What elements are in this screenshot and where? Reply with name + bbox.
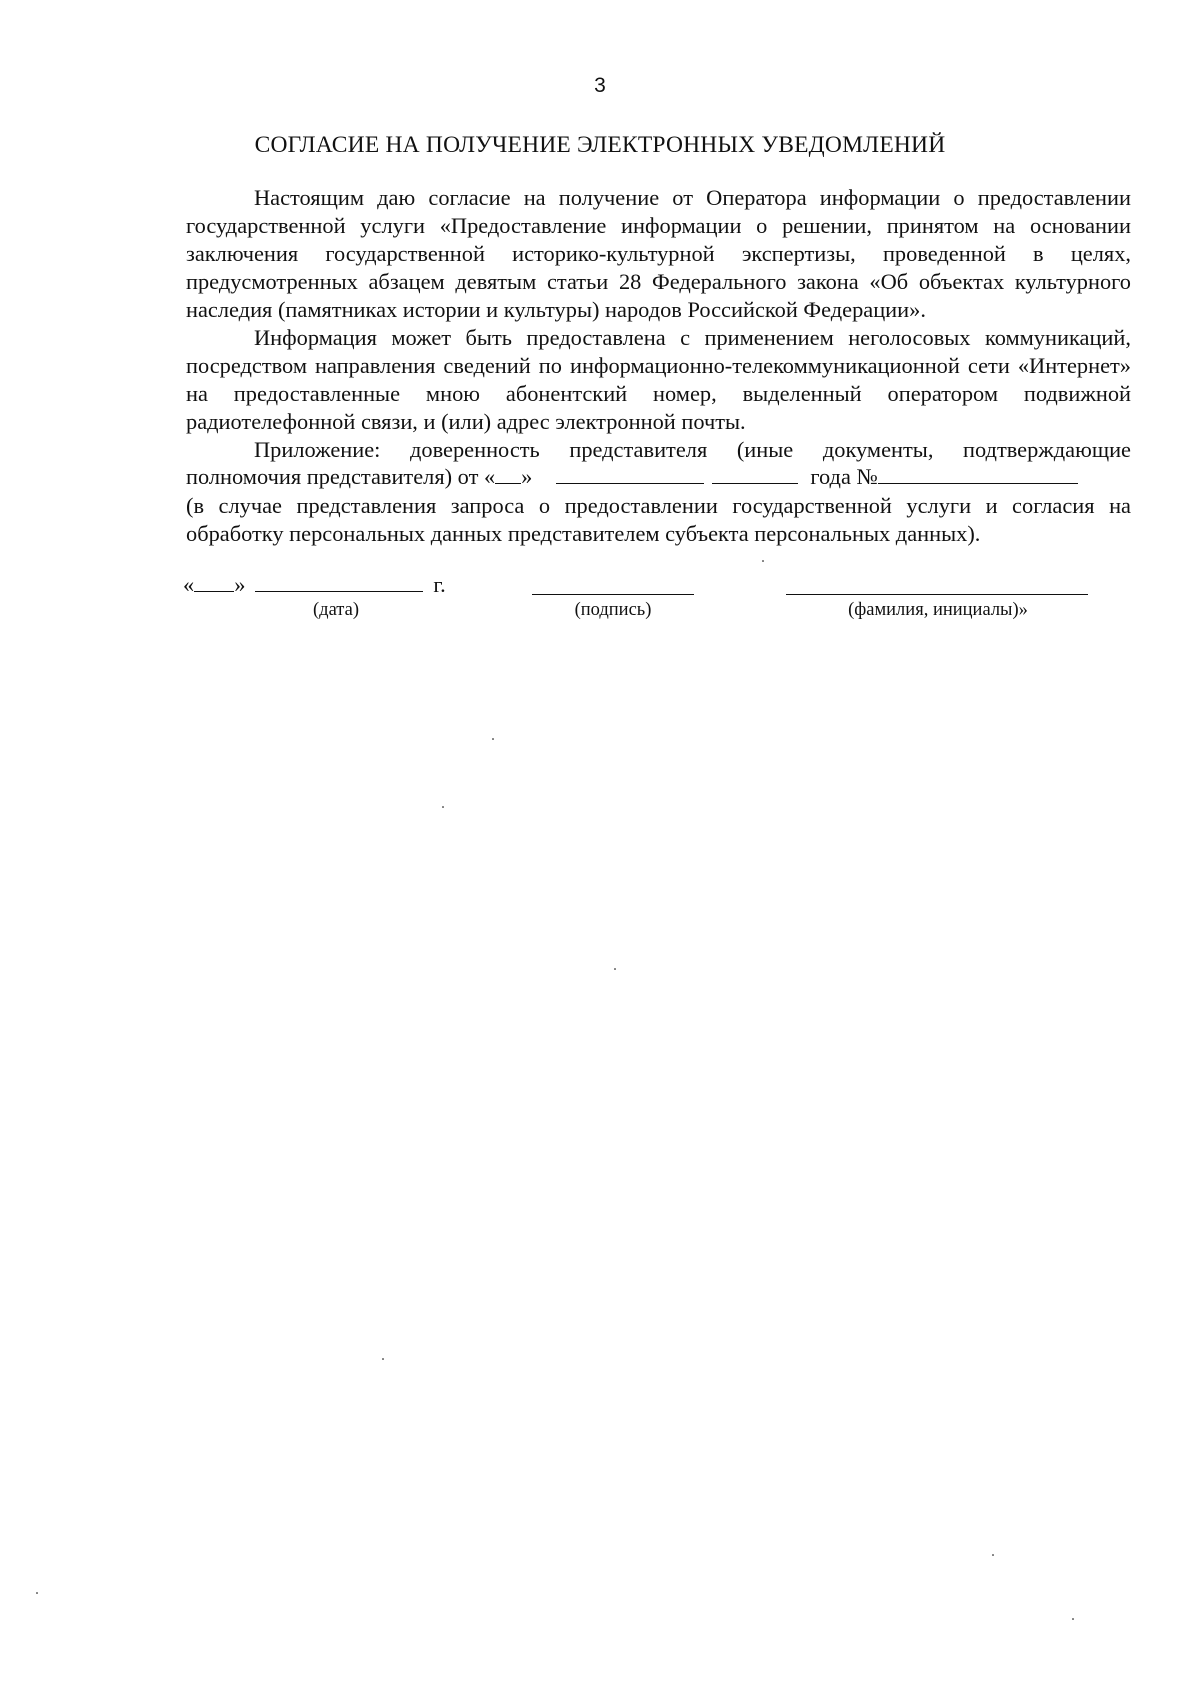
scan-speck [992, 1554, 994, 1556]
attachment-text: (в случае представления запроса о предоставлении государственной услуги и согласия на обработку персональных данных представителем субъекта персональных данных). [186, 493, 1131, 546]
paragraph-information [186, 324, 1131, 436]
year-suffix: г. [433, 572, 446, 597]
scan-speck [36, 1592, 38, 1594]
scan-speck [382, 1358, 384, 1360]
month-blank[interactable] [556, 465, 704, 484]
signature-line[interactable] [532, 594, 694, 595]
sign-month-blank[interactable] [255, 573, 423, 592]
signature-caption: (подпись) [574, 600, 652, 620]
quote-close: » [521, 464, 533, 489]
paragraph-text: Настоящим даю согласие на получение от Оператора информации о предоставлении государственной услуги «Предоставление информации о решении, принятом на основании заключения государственной историко-культурной экспертизы, проведенной в целях, предусмотренных абзацем девятым статьи 28 Федерального закона «Об объектах культурного наследия (памятниках истории и культуры) народов Российской Федерации». [186, 185, 1131, 322]
attachment-prefix: полномочия представителя) от « [186, 464, 496, 489]
scan-speck [442, 806, 444, 808]
attachment-text: Приложение: доверенность представителя (иные документы, подтверждающие [254, 437, 1131, 462]
quote-open: « [183, 572, 195, 597]
attachment-line-2 [186, 464, 1078, 490]
attachment-line-1 [186, 436, 1131, 464]
day-blank[interactable] [495, 465, 521, 484]
quote-close: » [234, 572, 246, 597]
name-caption: (фамилия, инициалы)» [848, 600, 1028, 620]
name-line[interactable] [786, 594, 1088, 595]
scan-speck [1072, 1618, 1074, 1620]
attachment-line-3 [186, 492, 1131, 548]
year-number-label: года № [810, 464, 878, 489]
scan-speck [614, 968, 616, 970]
paragraph-text: Информация может быть предоставлена с применением неголосовых коммуникаций, посредством направления сведений по информационно-телекоммуникационной сети «Интернет» на предоставленные мною абонентский номер, выделенный оператором подвижной радиотелефонной связи, и (или) адрес электронной почты. [186, 325, 1131, 434]
page-number: 3 [594, 74, 606, 97]
document-title: СОГЛАСИЕ НА ПОЛУЧЕНИЕ ЭЛЕКТРОННЫХ УВЕДОМЛЕНИЙ [254, 132, 946, 158]
paragraph-consent [186, 184, 1131, 324]
date-caption: (дата) [313, 600, 359, 620]
sign-day-blank[interactable] [194, 573, 234, 592]
document-number-blank[interactable] [878, 465, 1078, 484]
date-field [183, 572, 446, 598]
scan-speck [492, 738, 494, 740]
year-blank[interactable] [712, 465, 798, 484]
scan-speck [762, 560, 764, 562]
